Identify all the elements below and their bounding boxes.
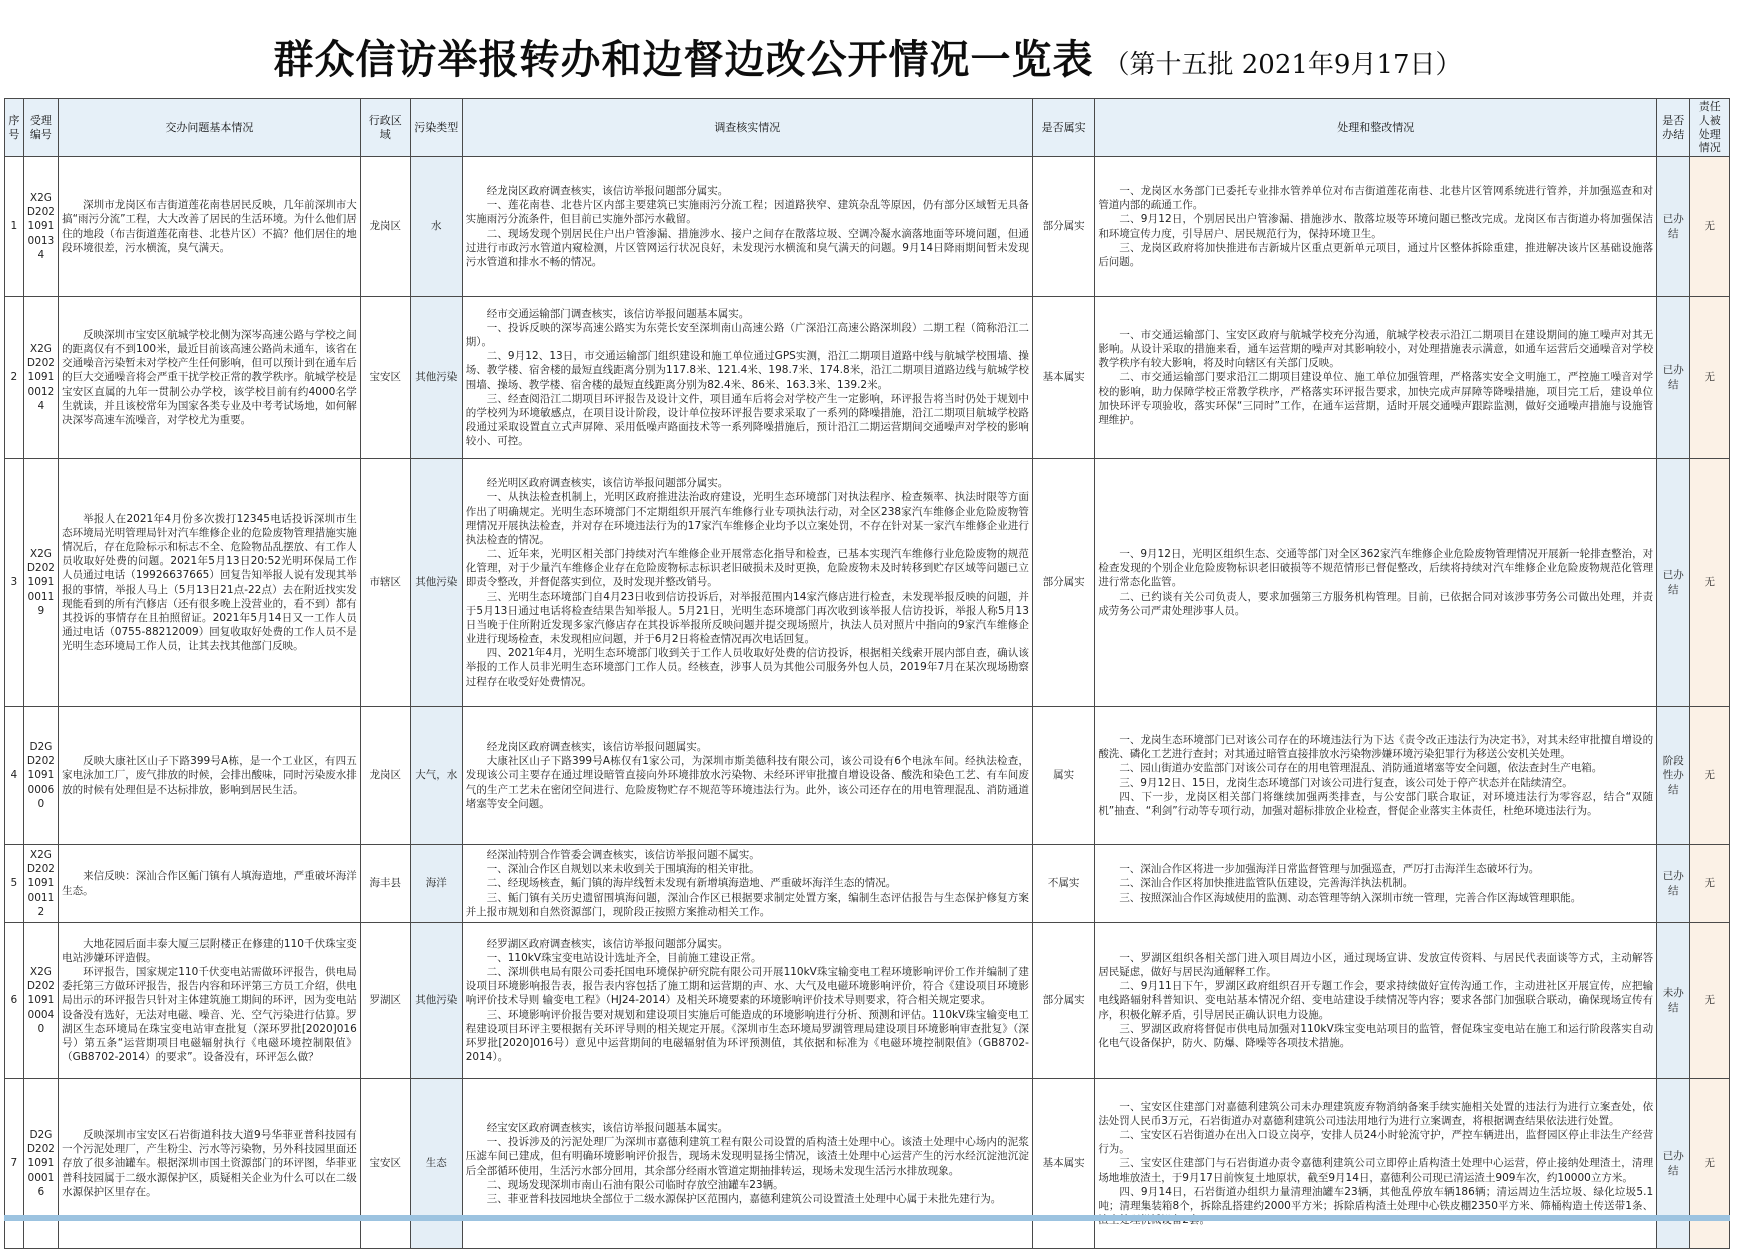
- investigation-cell: [462, 157, 1032, 297]
- investigation-cell-paragraph: 四、2021年4月，光明生态环境部门收到关于工作人员收取好处费的信访投诉，根据相关线索开展内部自查，确认该举报的工作人员非光明生态环境部门工作人员。经核查，涉事人员为其他公司服务外包人员，2019年7月在某次现场勘察过程存在收受好处费情况。: [465, 647, 1029, 688]
- done-status-cell: 未办结: [1657, 923, 1690, 1079]
- page-subtitle: （第十五批 2021年9月17日）: [1103, 50, 1462, 80]
- row-number: 2: [5, 297, 24, 459]
- investigation-cell: [462, 1079, 1032, 1249]
- investigation-cell-paragraph: 三、光明生态环境部门自4月23日收到信访投诉后，对举报范围内14家汽修店进行检查，未发现举报反映的问题，并于5月13日通过电话将检查结果告知举报人。5月21日，光明生态环境部门再次收到该举报人信访投诉，举报人称5月13日当晚于住所附近发现多家汽修店存在其投诉举报所反映问题并提交现场照片，执法人员对照片中指向的9家汽车维修企业进行现场检查，未发现相应问题，并于6月2日将检查情况再次电话回复。: [465, 590, 1029, 646]
- header-investigation: 调查核实情况: [462, 99, 1032, 157]
- case-description: [59, 923, 361, 1079]
- action-cell-paragraph: 一、龙岗区水务部门已委托专业排水管养单位对布吉街道莲花南巷、北巷片区管网系统进行管养，并加强巡查和对管道内部的疏通工作。: [1098, 184, 1654, 212]
- investigation-cell-paragraph: 经光明区政府调查核实，该信访举报问题部分属实。: [486, 477, 729, 490]
- case-description-paragraph: 大地花园后面丰泰大厦三层附楼正在修建的110千伏珠宝变电站涉嫌环评造假。: [62, 937, 357, 964]
- responsible-cell: 无: [1690, 297, 1730, 459]
- action-cell: [1095, 845, 1657, 923]
- case-code: X2GD2021091 0011 2: [23, 845, 58, 923]
- row-number: 6: [5, 923, 24, 1079]
- responsible-cell: 无: [1690, 923, 1730, 1079]
- investigation-cell: [462, 923, 1032, 1079]
- action-cell-paragraph: 三、按照深汕合作区海域使用的监测、动态管理等纳入深圳市统一管理，完善合作区海域管理职能。: [1119, 891, 1582, 904]
- investigation-cell-paragraph: 二、现场发现深圳市南山石油有限公司临时存放空油罐车23辆。: [486, 1178, 784, 1191]
- district-cell: 罗湖区: [360, 923, 410, 1079]
- district-cell: 龙岗区: [360, 707, 410, 845]
- action-cell-paragraph: 三、罗湖区政府将督促市供电局加强对110kV珠宝变电站项目的监管，督促珠宝变电站在施工和运行阶段落实自动化电气设备保护，防火、防爆、降噪等各项技术措施。: [1098, 1022, 1654, 1049]
- is-true-cell: 部分属实: [1032, 459, 1094, 707]
- action-cell-paragraph: 一、市交通运输部门、宝安区政府与航城学校充分沟通，航城学校表示沿江二期项目在建设期间的施工噪声对其无影响。从设计采取的措施来看，通车运营期的噪声对其影响较小，对处理措施表示满意，如通车运营后交通噪音对学校教学秩序有较大影响，将及时向辖区有关部门反映。: [1098, 328, 1654, 370]
- is-true-cell: 基本属实: [1032, 1079, 1094, 1249]
- header-num: 序号: [5, 99, 24, 157]
- investigation-cell-paragraph: 二、经现场核查，鲘门镇的海岸线暂未发现有新增填海造地、严重破坏海洋生态的情况。: [486, 877, 897, 890]
- investigation-cell-paragraph: 一、从执法检查机制上，光明区政府推进法治政府建设，光明生态环境部门对执法程序、检查频率、执法时限等方面作出了明确规定。光明生态环境部门不定期组织开展汽车维修行业专项执法行动，对全区238家汽车维修企业危险废物管理情况开展执法检查，并对存在环境违法行为的17家汽车维修企业均予以立案处罚，不存在针对某一家汽车维修企业进行执法检查的情况。: [465, 491, 1029, 546]
- investigation-cell-paragraph: 二、近年来，光明区相关部门持续对汽车维修企业开展常态化指导和检查，已基本实现汽车维修行业危险废物的规范化管理，对于少量汽车维修企业存在危险废物标志标识老旧破损未及时更换，危险废物未及时转移到贮存区域等问题已立即责令整改，并督促落实到位，及时发现并整改销号。: [465, 548, 1029, 589]
- done-status-cell: 阶段性办结: [1657, 707, 1690, 845]
- case-description: [59, 1079, 361, 1249]
- investigation-cell-paragraph: 经龙岗区政府调查核实，该信访举报问题部分属实。: [486, 184, 729, 197]
- action-cell: [1095, 157, 1657, 297]
- investigation-cell: [462, 459, 1032, 707]
- case-description: [59, 459, 361, 707]
- investigation-cell-paragraph: 大康社区山子下路399号A栋仅有1家公司，为深圳市斯美德科技有限公司，该公司设有6个电泳车间。经执法检查，发现该公司主要存在通过埋设暗管直接向外环境排放水污染物、未经环评审批擅自增设设备、酸洗和染色工艺、有车间废气的生产工艺未在密闭空间进行、危险废物贮存不规范等环境违法行为。此外，该公司还存在的用电管理混乱、消防通道堵塞等安全问题。: [465, 755, 1029, 810]
- action-cell: [1095, 459, 1657, 707]
- responsible-cell: 无: [1690, 707, 1730, 845]
- case-description-paragraph: 反映大康社区山子下路399号A栋，是一个工业区，有四五家电泳加工厂，废气排放的时候，会排出酸味，同时污染废水排放的时候有处理但是不达标排放，影响到居民生活。: [62, 755, 357, 796]
- header-done: 是否办结: [1657, 99, 1690, 157]
- table-row: [5, 923, 1730, 1079]
- is-true-cell: 部分属实: [1032, 923, 1094, 1079]
- investigation-cell-paragraph: 二、9月12、13日，市交通运输部门组织建设和施工单位通过GPS实测，沿江二期项目道路中线与航城学校围墙、操场、教学楼、宿舍楼的最短直线距离分别为117.8米、121.4米、198.7米、174.8米，沿江二期项目道路边线与航城学校围墙、操场、教学楼、宿舍楼的最短直线距离分别为82.4米、86米、163.3米、139.2米。: [465, 350, 1029, 391]
- row-number: 4: [5, 707, 24, 845]
- action-cell-paragraph: 三、宝安区住建部门与石岩街道办责令嘉德利建筑公司立即停止盾构渣土处理中心运营，停止接纳处理渣土，清理场地堆放渣土，于9月17日前恢复土地原状，截至9月14日，嘉德利公司现已清运渣土909车次，约10000立方米。: [1098, 1157, 1654, 1184]
- action-cell-paragraph: 四、9月14日，石岩街道办组织力量清理油罐车23辆，其他乱停放车辆186辆；清运周边生活垃圾、绿化垃圾5.1吨；清理集装箱8个，拆除乱搭建约2000平方米；拆除盾构渣土处理中心铁皮棚2350平方米、筛桶构造土传送带1条、: [1098, 1185, 1654, 1212]
- done-status-cell: 已办结: [1657, 1079, 1690, 1249]
- header-pollution: 污染类型: [410, 99, 462, 157]
- case-description-paragraph: 反映深圳市宝安区航城学校北侧为深岑高速公路与学校之间的距离仅有不到100米，最近目前该高速公路尚未通车，该省在交通噪音污染暂未对学校产生任何影响，但可以预计到在通车后的巨大交通噪音将会严重干扰学校正常的教学秩序。航城学校是宝安区直属的九年一贯制公办学校，该学校目前有约4000名学生就读，并且该校常年为国家各类专业及中考考试场地，如何解决深岑高速车流噪音，对学校尤为重要。: [62, 328, 357, 426]
- investigation-cell-paragraph: 一、莲花南巷、北巷片区内部主要建筑已实施雨污分流工程；因道路狭窄、建筑杂乱等原因，仍有部分区域暂无具备实施雨污分流条件，但目前已实施外部污水截留。: [465, 199, 1029, 226]
- header-action: 处理和整改情况: [1095, 99, 1657, 157]
- case-code: X2GD2021091 0011 9: [23, 459, 58, 707]
- investigation-cell-paragraph: 三、经查阅沿江二期项目环评报告及设计文件，项目通车后将会对学校产生一定影响，环评报告将当时仍处于规划中的学校列为环境敏感点，在项目设计阶段，设计单位按环评报告要求采取了一系列的降噪措施，沿江二期项目航城学校路段通过采取设置直立式声屏障、采用低噪声路面技术等一系列降噪措施后，预计沿江二期运营期间交通噪声对学校的影响较小、可控。: [465, 392, 1029, 448]
- header-responsible: 责任人被处理情况: [1690, 99, 1730, 157]
- table-row: [5, 707, 1730, 845]
- page-title: 群众信访举报转办和边督边改公开情况一览表: [273, 36, 1094, 83]
- pollution-type-cell: 大气，水: [410, 707, 462, 845]
- pollution-type-cell: 其他污染: [410, 459, 462, 707]
- investigation-cell-paragraph: 一、深汕合作区自规划以来未收到关于围填海的相关审批。: [486, 863, 760, 876]
- investigation-cell-paragraph: 经罗湖区政府调查核实，该信访举报问题部分属实。: [486, 937, 729, 950]
- investigation-cell-paragraph: 经市交通运输部门调查核实，该信访举报问题基本属实。: [486, 307, 750, 320]
- case-code: X2GD2021091 0013 4: [23, 157, 58, 297]
- case-description-paragraph: 来信反映：深汕合作区鲘门镇有人填海造地，严重破坏海洋生态。: [62, 870, 357, 897]
- investigation-cell-paragraph: 一、110kV珠宝变电站设计选址齐全，目前施工建设正常。: [486, 951, 762, 964]
- action-cell: [1095, 1079, 1657, 1249]
- case-description-paragraph: 深圳市龙岗区布吉街道莲花南巷居民反映，几年前深圳市大搞“雨污分流”工程，大大改善了居民的生活环境。为什么他们居住的地段（布吉街道莲花南巷、北巷片区）不搞？他们居住的地段环境很差，污水横流，臭气满天。: [62, 199, 357, 254]
- case-description: [59, 707, 361, 845]
- district-cell: 宝安区: [360, 1079, 410, 1249]
- is-true-cell: 基本属实: [1032, 297, 1094, 459]
- investigation-cell-paragraph: 三、鲘门镇有关历史遗留围填海问题，深汕合作区已根据要求制定处置方案，编制生态评估报告与生态保护修复方案并上报市规划和自然资源部门，现阶段正按照方案推动相关工作。: [465, 891, 1029, 918]
- done-status-cell: 已办结: [1657, 845, 1690, 923]
- header-district: 行政区域: [360, 99, 410, 157]
- done-status-cell: 已办结: [1657, 459, 1690, 707]
- header-desc: 交办问题基本情况: [59, 99, 361, 157]
- case-description: [59, 845, 361, 923]
- action-cell-paragraph: 二、9月12日，个别居民出户管渗漏、措施涉水、散落垃圾等环境问题已整改完成。龙岗区布吉街道办将加强保洁和环境宣传力度，引导居户、居民规范行为，保持环境卫生。: [1098, 213, 1654, 240]
- action-cell-paragraph: 二、园山街道办安监部门对该公司存在的用电管理混乱、消防通道堵塞等安全问题，依法查封生产电箱。: [1119, 762, 1603, 775]
- action-cell-paragraph: 一、9月12日，光明区组织生态、交通等部门对全区362家汽车维修企业危险废物管理情况开展新一轮排查整治，对检查发现的个别企业危险废物标识老旧破损等不规范情形已督促整改，后续将持续对汽车维修企业危险废物规范化管理进行常态化监管。: [1098, 548, 1654, 589]
- action-cell: [1095, 707, 1657, 845]
- pollution-type-cell: 其他污染: [410, 923, 462, 1079]
- bottom-bar: [4, 1215, 1730, 1221]
- case-code: X2GD2021091 0004 0: [23, 923, 58, 1079]
- table-body: [5, 157, 1730, 1249]
- title-row: [4, 0, 1731, 92]
- case-description: [59, 157, 361, 297]
- action-cell-paragraph: 二、市交通运输部门要求沿江二期项目建设单位、施工单位加强管理，严格落实安全文明施工，严控施工噪音对学校的影响，助力保障学校正常教学秩序，严格落实环评报告要求，加快完成声屏障等降噪措施，项目完工后，建设单位加快环评专项验收，落实环保“三同时”工作，在通车运营期，适时开展交通噪声跟踪监测，做好交通噪声措施与设施管理维护。: [1098, 371, 1654, 426]
- action-cell: [1095, 923, 1657, 1079]
- pollution-type-cell: 水: [410, 157, 462, 297]
- table-row: [5, 297, 1730, 459]
- action-cell-paragraph: 四、下一步，龙岗区相关部门将继续加强两类排查，与公安部门联合取证，对环境违法行为零容忍，结合“双随机”抽查、“利剑”行动等专项行动，加强对超标排放企业检查，督促企业落实主体责任，杜绝环境违法行为。: [1098, 790, 1654, 817]
- pollution-type-cell: 海洋: [410, 845, 462, 923]
- responsible-cell: 无: [1690, 1079, 1730, 1249]
- investigation-cell-paragraph: 二、现场发现个别居民住户出户管渗漏、措施涉水、接户之间存在散落垃圾、空调冷凝水滴落地面等环境问题，但通过进行市政污水管道内窥检测，片区管网运行状况良好，未发现污水横流和臭气满天的问题。9月14日降雨期间暂未发现污水管道和排水不畅的情况。: [465, 227, 1029, 268]
- investigation-cell-paragraph: 一、投诉反映的深岑高速公路实为东莞长安至深圳南山高速公路（广深沿江高速公路深圳段）二期工程（简称沿江二期）。: [465, 321, 1029, 348]
- case-description-paragraph: 反映深圳市宝安区石岩街道科技大道9号华菲亚普科技园有一个污泥处理厂，产生粉尘、污水等污染物，另外科技园里面还存放了很多油罐车。根据深圳市国土资源部门的环评图，华菲亚普科技园属于二级水源保护区，质疑相关企业为什么可以在二级水源保护区里存在。: [62, 1129, 357, 1198]
- responsible-cell: 无: [1690, 459, 1730, 707]
- action-cell-paragraph: 二、9月11日下午，罗湖区政府组织召开专题工作会，要求持续做好宣传沟通工作，主动进社区开展宣传，应把输电线路辐射科普知识、变电站基本情况介绍、变电站建设手续情况等内容；要求各部门加强联合联动，确保现场宣传有序，积极化解矛盾，引导居民正确认识电力设施。: [1098, 980, 1654, 1021]
- district-cell: 宝安区: [360, 297, 410, 459]
- action-cell-paragraph: 一、深汕合作区将进一步加强海洋日常监督管理与加强巡查，严厉打击海洋生态破坏行为。: [1119, 863, 1540, 876]
- case-description-paragraph: 举报人在2021年4月份多次拨打12345电话投诉深圳市生态环境局光明管理局针对汽车维修企业的危险废物管理措施实施情况后，存在危险标示和标志不全、危险物品乱摆放、有工作人员收取好处费的问题。2021年5月13日20:52光明环保局工作人员通过电话（19926637665）回复告知举报人说有发现其举报的事情，举报人马上（5月13日21点-22点）去在附近找实发现能看到的所有汽修店（还有很多晚上没营业的，看不到）都有其投诉的事情存在且拍照留证。2021年5月14日又一工作人员通过电话（0755-88212009）回复收取好处费的工作人员不是光明生态环境局工作人员，让其去找其他部门反映。: [62, 512, 357, 653]
- is-true-cell: 属实: [1032, 707, 1094, 845]
- case-description-paragraph: 环评报告，国家规定110千伏变电站需做环评报告，供电局委托第三方做环评报告，报告内容和环评第三方员工介绍，供电局出示的环评报告只针对主体建筑施工期间的环评，因为变电站设备没有选好，无法对电磁、噪音、光、空气污染进行估算。罗湖区生态环境局在珠宝变电站审查批复（深环罗批[2020]016号）第五条“运营期项目电磁辐射执行《电磁环境控制限值》（GB8702-2014）的要求”。设备没有，环评怎么做？: [62, 966, 357, 1064]
- investigation-cell-paragraph: 三、菲亚普科技园地块全部位于二级水源保护区范围内，嘉德利建筑公司设置渣土处理中心属于未批先建行为。: [486, 1192, 1002, 1205]
- is-true-cell: 不属实: [1032, 845, 1094, 923]
- district-cell: 市辖区: [360, 459, 410, 707]
- row-number: 5: [5, 845, 24, 923]
- investigation-cell-paragraph: 经龙岗区政府调查核实，该信访举报问题属实。: [486, 741, 708, 754]
- responsible-cell: 无: [1690, 157, 1730, 297]
- action-cell-paragraph: 三、9月12日、15日，龙岗生态环境部门对该公司进行复查，该公司处于停产状态并在陆续清空。: [1119, 776, 1573, 789]
- investigation-cell-paragraph: 三、环境影响评价报告要对规划和建设项目实施后可能造成的环境影响进行分析、预测和评估。110kV珠宝输变电工程建设项目环评主要根据有关环评导则的相关规定开展。《深圳市生态环境局罗湖管理局建设项目环境影响审查批复》（深环罗批[2020]016号）意见中运营期间的电磁辐射值为环评预测值，其依据和标准为《电磁环境控制限值》（GB8702-2014）。: [465, 1008, 1029, 1064]
- investigation-cell-paragraph: 二、深圳供电局有限公司委托国电环境保护研究院有限公司开展110kV珠宝输变电工程环境影响评价工作并编制了建设项目环境影响报告表，报告表内容包括了施工期和运营期的声、水、大气及电磁环境影响评价，符合《建设项目环境影响评价技术导则 输变电工程》（HJ24-2014）及相关环境要素的环境影响评价技术导则要求，符合相关规定要求。: [465, 966, 1029, 1007]
- district-cell: 龙岗区: [360, 157, 410, 297]
- action-cell-paragraph: 二、已约谈有关公司负责人，要求加强第三方服务机构管理。目前，已依据合同对该涉事劳务公司做出处理，并责成劳务公司严肃处理涉事人员。: [1098, 590, 1654, 617]
- responsible-cell: 无: [1690, 845, 1730, 923]
- header-is-true: 是否属实: [1032, 99, 1094, 157]
- table-row: [5, 157, 1730, 297]
- investigation-cell-paragraph: 经宝安区政府调查核实，该信访举报问题基本属实。: [486, 1121, 729, 1134]
- header-code: 受理编号: [23, 99, 58, 157]
- table-row: [5, 1079, 1730, 1249]
- case-code: D2GD2021091 0006 0: [23, 707, 58, 845]
- action-cell: [1095, 297, 1657, 459]
- case-code: X2GD2021091 0012 4: [23, 297, 58, 459]
- pollution-type-cell: 生态: [410, 1079, 462, 1249]
- investigation-cell: [462, 845, 1032, 923]
- table-row: [5, 459, 1730, 707]
- case-description: [59, 297, 361, 459]
- done-status-cell: 已办结: [1657, 157, 1690, 297]
- is-true-cell: 部分属实: [1032, 157, 1094, 297]
- investigation-cell-paragraph: 一、投诉涉及的污泥处理厂为深圳市嘉德利建筑工程有限公司设置的盾构渣土处理中心。该渣土处理中心场内的泥浆压滤车间已建成，但有明确环境影响评价报告，现场未发现明显扬尘情况，该渣土处理中心运营产生的污水经沉淀池沉淀后全部循环使用，生活污水部分回用，其余部分经雨水管道定期抽排转运，现场未发现生活污水排放现象。: [465, 1136, 1029, 1177]
- done-status-cell: 已办结: [1657, 297, 1690, 459]
- table-row: [5, 845, 1730, 923]
- district-cell: 海丰县: [360, 845, 410, 923]
- action-cell-paragraph: 一、罗湖区组织各相关部门进入项目周边小区，通过现场宣讲、发放宣传资料、与居民代表面谈等方式，主动解答居民疑虑，做好与居民沟通解释工作。: [1098, 951, 1654, 979]
- action-cell-paragraph: 一、宝安区住建部门对嘉德利建筑公司未办理建筑废弃物消纳备案手续实施相关处置的违法行为进行立案查处，依法处罚人民币3万元，石岩街道办对嘉德利建筑公司违法用地行为进行立案调查，将根据调查结果依法进行处置。: [1098, 1100, 1654, 1127]
- row-number: 3: [5, 459, 24, 707]
- action-cell-paragraph: 一、龙岗生态环境部门已对该公司存在的环境违法行为下达《责令改正违法行为决定书》，对其未经审批擅自增设的酸洗、磷化工艺进行查封；对其通过暗管直接排放水污染物涉嫌环境污染犯罪行为移送公安机关处理。: [1098, 733, 1654, 761]
- action-cell-paragraph: 二、深汕合作区将加快推进监管队伍建设，完善海洋执法机制。: [1119, 877, 1414, 890]
- action-cell-paragraph: 二、宝安区石岩街道办在出入口设立岗亭，安排人员24小时轮流守护，严控车辆进出，监督园区停止非法生产经营行为。: [1098, 1129, 1654, 1156]
- row-number: 7: [5, 1079, 24, 1249]
- pollution-type-cell: 其他污染: [410, 297, 462, 459]
- investigation-cell: [462, 707, 1032, 845]
- investigation-cell: [462, 297, 1032, 459]
- investigation-cell-paragraph: 经深汕特别合作管委会调查核实，该信访举报问题不属实。: [486, 849, 760, 862]
- disclosure-table: [4, 98, 1730, 1249]
- row-number: 1: [5, 157, 24, 297]
- case-code: D2GD2021091 0001 6: [23, 1079, 58, 1249]
- table-header-row: [5, 99, 1730, 157]
- action-cell-paragraph: 三、龙岗区政府将加快推进布吉新城片区重点更新单元项目，通过片区整体拆除重建，推进解决该片区基础设施落后问题。: [1098, 241, 1654, 268]
